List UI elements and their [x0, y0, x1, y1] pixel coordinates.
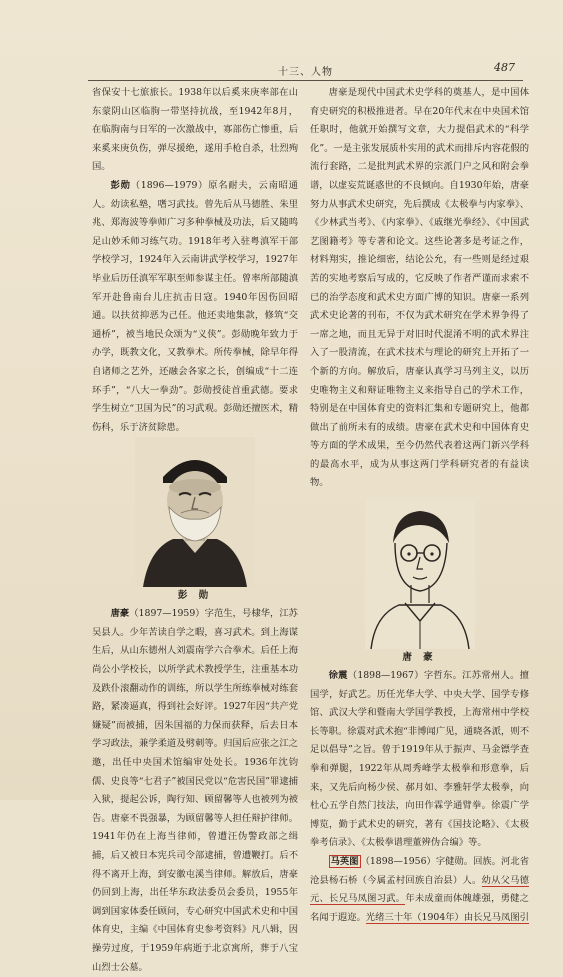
paragraph-text: （1897—1959）字范生，号棣华，江苏吴县人。少年苦读自学之暇，喜习武术。到上海谋生后，从山东德州人刘震南学六合拳术。后任上海尚公小学校长，以所学武术教授学生，注重基本功及跌仆滚翻动作的训练，所以学生所练拳械对练套路，紧凑逼真，得到社会好评。1927年因“共产党嫌疑”而被捕，因朱国福的力保而获释，后去日本学习政法，兼学柔道及劈刺等。归国后应张之江之邀，出任中央国术馆编审处处长。1936年沈钧儒、史良等“七君子”被国民党以“危害民国”罪逮捕入狱，提起公诉，陶行知、顾留馨等人也被列为被告。唐豪不畏强暴，为顾留馨等人担任辩护律师。1941年仍在上海当律师，曾遭汪伪警政部之缉捕，后又被日本宪兵司令部逮捕，曾遭鞭打。后不得不离开上海，到安徽屯溪当律师。解放后，唐豪仍回到上海，出任华东政法委员会委员，1955年调到国家体委任顾问，专心研究中国武术史和中国体育史，主编《中国体育史参考资料》凡八辑，因操劳过度，于1959年病逝于北京寓所，葬于八宝山烈士公墓。: [92, 608, 298, 973]
paragraph-tang-hao: [92, 605, 298, 977]
portrait-tang-hao: [365, 499, 475, 649]
paragraph-xi-laigeng-end: 省保安十七旅旅长。1938年以后奚来庚率部在山东蒙阴山区临朐一带坚持抗战，至1942年8月，在临朐南与日军的一次激战中，寡部伤亡惨重，后来奚来庚负伤，弹尽援绝，遂用手枪自杀，壮烈殉国。: [92, 87, 298, 173]
paragraph-text: （1896—1979）原名耐夫，云南昭通人。幼读私塾，嗜习武技。曾先后从马德胜、朱里兆、郑海波等拳师广习多种拳械及功法，后又随鸣足山妙禾师习练气功。1918年考入驻粤滇军干部学校学习，1924年入云南讲武学校学习，1927年毕业后历任滇军军职至师参谋主任。曾率所部随滇军开赴鲁南台儿庄抗击日寇。1940年因伤回昭通。以扶贫抑恶为己任。他还卖地集款，修筑“交通桥”，被当地民众颂为“义侠”。彭勋晚年致力于办学，既教文化，又教拳术。所传拳械，除早年得自诸师之艺外，还融会各家之长，创编成“十二连环手”，“八大一拳劲”。彭勋授徒首重武德。要求学生树立“卫国为民”的习武观。彭勋还擅医术，精伤科，乐于济贫除患。: [92, 179, 298, 433]
section-title: 十三、人物: [278, 67, 333, 78]
right-column: [310, 84, 529, 923]
paragraph-ma-yingtu: [310, 853, 529, 927]
person-name-boxed: 马英图: [330, 856, 359, 867]
person-name: 彭勋: [110, 179, 131, 191]
portrait-caption: 唐 豪: [402, 652, 437, 664]
portrait-caption: 彭 勋: [177, 590, 213, 602]
paragraph-xu-zhen: [310, 667, 529, 853]
person-name: 徐震: [328, 670, 348, 682]
paragraph-text: 年未成童而体魄雄强，勇健之名闻于遐迩。: [310, 893, 529, 923]
paragraph-tang-hao-continued: 唐豪是现代中国武术史学科的奠基人，是中国体育史研究的积极推进者。早在20年代末在中央国术馆任职时，他就开始撰写文章，大力提倡武术的“科学化”。一是主张发展质朴实用的武术而排斥内容花假的流行套路，二是批判武术界的宗派门户之风和附会拳谱，以虚妄荒诞惑世的不良倾向。自1930年始，唐豪努力从事武术史研究，先后撰成《太极拳与内家拳》、《少林武当考》、《内家拳》、《戚继光拳经》、《中国武艺图籍考》等专著和论文。这些论著多是考证之作，材料翔实，推论细密，结论公允，有一些则是经过艰苦的实地考察后写成的，它反映了作者严谨而求索不已的治学态度和武术史方面广博的知识。唐豪一系列武术史论著的刊布，不仅为武术研究在学术界争得了一席之地，而且无异于对旧时代混淆不明的武术界注入了一股清流，在武术技术与理论的研究上开拓了一个新的方向。解放后，唐豪认真学习马列主义，以历史唯物主义和辩证唯物主义来指导自己的学术工作，特别是在中国体育史的资料汇集和专题研究上，他都做出了前所未有的成绩。唐豪在武术史和中国体育史等方面的学术成果，至今仍然代表着这两门新兴学科的最高水平，成为从事这两门学科研究者的有益读物。: [310, 87, 529, 489]
paragraph-text: （1898—1956）字健勋。回族。河北省沧县杨石桥（今属孟村回族自治县）人。: [310, 856, 529, 886]
paragraph-peng-xun: [92, 177, 298, 437]
left-column: [92, 84, 298, 973]
portrait-peng-xun: [135, 437, 255, 587]
paragraph-text: （1898—1967）字哲东。江苏常州人。擅国学，好武艺。历任光华大学、中央大学、国学专修馆、武汉大学和暨南大学国学教授，上海常州中学校长等职。徐震对武术抱“非博闻广见，通晓各派，则不足以倡导”之旨。曾于1919年从于振声、马金镖学查拳和弹腿，1922年从周秀峰学太极拳和形意拳，后来，又先后向杨少侯、郝月如、李雅轩学太极拳，向杜心五学自然门技法，向田作霖学通臂拳。徐震广学博览，勤于武术史的研究，著有《国技论略》、《太极拳考信录》、《太极拳谱理董辨伪合编》等。: [310, 670, 529, 849]
page-number: 487: [494, 61, 515, 74]
underlined-text: 光绪三十年（1904年）由长兄马凤图引: [365, 911, 529, 923]
underlined-text: 幼从父马德元、长兄马凤图习武。: [310, 874, 529, 905]
person-name: 唐豪: [110, 608, 130, 620]
running-header: [88, 58, 523, 81]
